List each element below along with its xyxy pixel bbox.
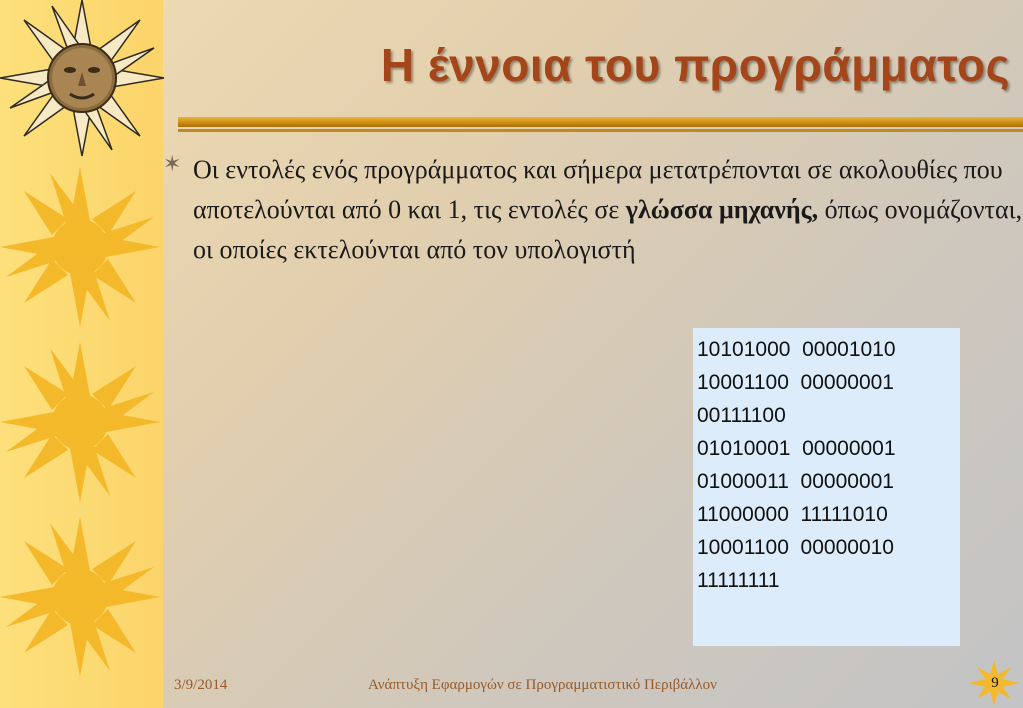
machine-code-box bbox=[693, 328, 960, 646]
star-bullet-icon: ✶ bbox=[163, 152, 182, 177]
machine-code-line: 00111100 bbox=[697, 404, 786, 427]
machine-code-line: 01010001 00000001 bbox=[697, 437, 896, 460]
bullet-text bbox=[193, 150, 1023, 270]
title-divider-thin bbox=[178, 129, 1023, 132]
machine-code-line: 10001100 00000010 bbox=[697, 536, 894, 559]
bullet-text-bold: γλώσσα μηχανής, bbox=[625, 195, 819, 224]
title-divider bbox=[178, 117, 1023, 127]
machine-code-line: 11000000 11111010 bbox=[697, 503, 888, 526]
bullet-text-part1: Οι εντολές ενός προγράμματος και σήμερα μετατρέπονται σε ακολουθίες που αποτελούνται από 0 και 1, τις εντολές σε bbox=[193, 155, 1003, 224]
machine-code-line: 11111111 bbox=[697, 569, 780, 592]
footer-title: Ανάπτυξη Εφαρμογών σε Προγραμματιστικό Περιβάλλον bbox=[368, 677, 717, 693]
machine-code-line: 10001100 00000001 bbox=[697, 371, 894, 394]
sun-icon bbox=[0, 340, 160, 505]
bullet-text-part2: όπως ονομάζονται, οι οποίες εκτελούνται από τον υπολογιστή bbox=[193, 195, 1023, 264]
slide-title: Η έννοια του προγράμματος bbox=[380, 39, 1010, 91]
sun-face-icon bbox=[0, 0, 165, 160]
machine-code-line: 10101000 00001010 bbox=[697, 338, 896, 361]
sun-icon bbox=[0, 515, 160, 680]
footer-date: 3/9/2014 bbox=[174, 677, 228, 693]
machine-code-line: 01000011 00000001 bbox=[697, 470, 894, 493]
sun-icon bbox=[0, 165, 160, 330]
page-number: 9 bbox=[991, 675, 999, 691]
